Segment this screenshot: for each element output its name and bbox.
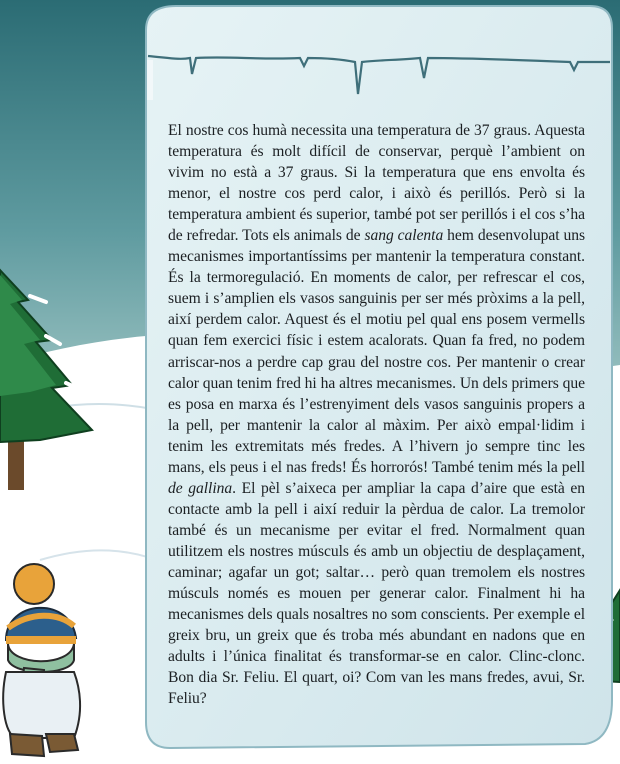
body-paragraph (168, 120, 585, 709)
italic-term-de-gallina: de gallina (168, 479, 233, 497)
body-text (168, 120, 585, 709)
italic-term-sang-calenta: sang calenta (364, 227, 444, 245)
body-text-segment-3: . El pèl s’aixeca per ampliar la capa d’aire que està en contacte amb la pell i així reduir la pèrdua de calor. La tremolor també és un mecanisme per evitar el fred. Normalment quan utilitzem els nostres músculs és amb un objectiu de desplaçament, caminar; agafar un got; saltar… però quan tremolem els nostres músculs només es mouen per generar calor. Finalment hi ha mecanismes dels quals nosaltres no som conscients. Per exemple el greix bru, un greix que és troba més abundant en nadons que en adults i l’única finalitat és transformar-se en calor. Clinc-clonc. Bon dia Sr. Feliu. El quart, oi? Com van les mans fredes, avui, Sr. Feliu? (168, 479, 585, 708)
body-text-segment-1: El nostre cos humà necessita una temperatura de 37 graus. Aquesta temperatura és molt difícil de conservar, perquè l’ambient on vivim no està a 37 graus. Si la temperatura que ens envolta és menor, el nostre cos perd calor, i això és perillós. Però si la temperatura ambient és superior, també pot ser perillós i el cos s’ha de refredar. Tots els animals de (168, 122, 585, 245)
body-text-segment-2: hem desenvolupat uns mecanismes importantíssims per mantenir la temperatura constant. És la termoregulació. En moments de calor, per refrescar el cos, suem i s’amplien els vasos sanguinis per ser més pròxims a la pell, així perdem calor. Aquest és el motiu pel qual ens posem vermells quan fem exercici físic i estem acalorats. Quan fa fred, no podem arriscar-nos a perdre cap grau del nostre cos. Per mantenir o crear calor quan tenim fred hi ha altres mecanismes. Un dels primers que es posa en marxa és l’estrenyiment dels vasos sanguinis propers a la pell, per mantenir la calor al màxim. Per això empal·lidim i tenim les extremitats més fredes. A l’hivern jo sempre tinc les mans, els peus i el nas freds! És horrorós! També tenim més la pell (168, 227, 586, 476)
